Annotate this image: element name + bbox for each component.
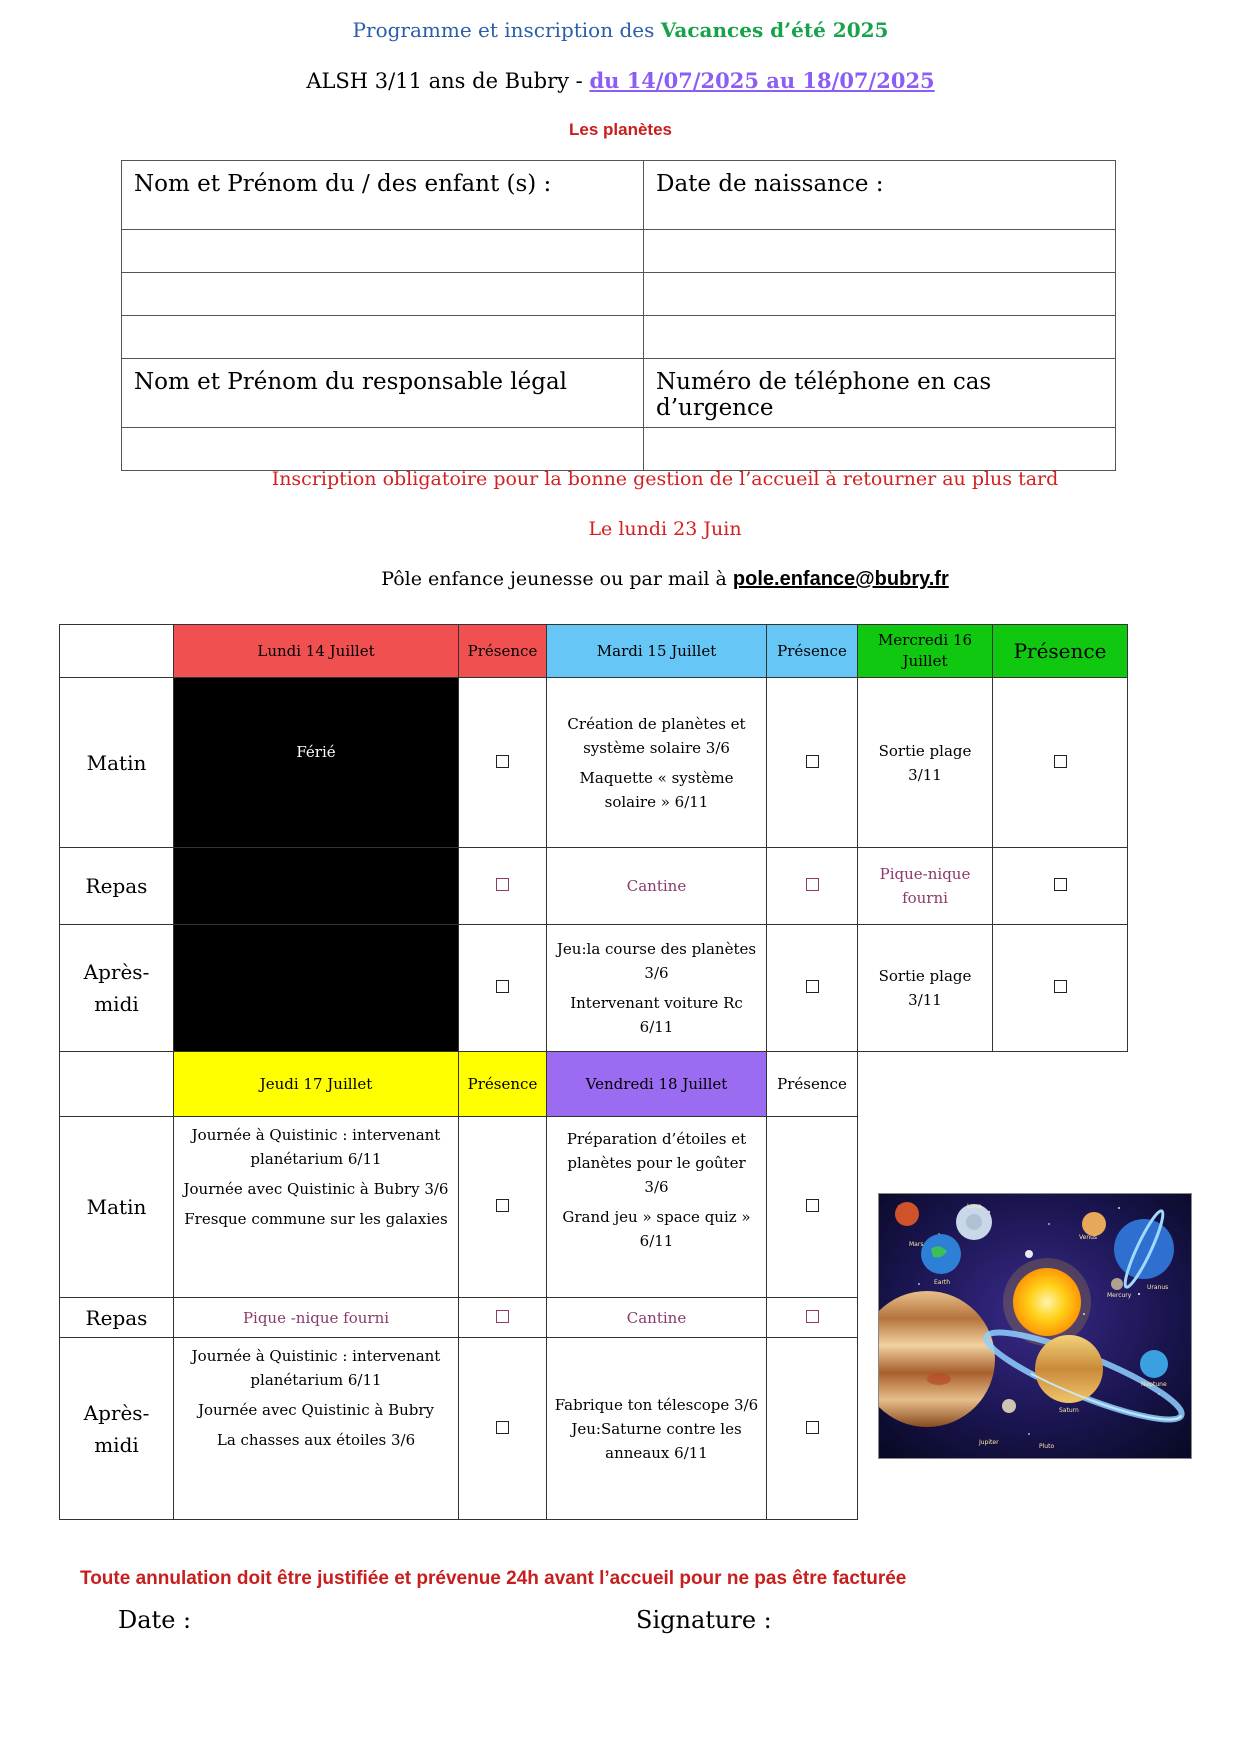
presence-checkbox[interactable]	[993, 678, 1128, 848]
row-label-apres-midi: Après-midi	[60, 1338, 174, 1520]
row-label-repas: Repas	[60, 1298, 174, 1338]
vendredi-afternoon-cell: Fabrique ton télescope 3/6 Jeu:Saturne contre les anneaux 6/11	[547, 1338, 767, 1520]
mercredi-meal-cell: Pique-nique fourni	[858, 848, 993, 925]
presence-checkbox[interactable]	[459, 678, 547, 848]
lundi-morning-cell: Férié	[174, 678, 459, 848]
presence-checkbox[interactable]	[767, 1338, 858, 1520]
lundi-meal-cell	[174, 848, 459, 925]
presence-header: Présence	[993, 625, 1128, 678]
corner-cell	[60, 625, 174, 678]
planet-label: Neptune	[1141, 1381, 1167, 1388]
activity-text: Intervenant voiture Rc 6/11	[570, 994, 743, 1036]
presence-header: Présence	[459, 625, 547, 678]
row-label-matin: Matin	[60, 678, 174, 848]
planet-label: Earth	[934, 1279, 951, 1286]
row-label-apres-midi: Après-midi	[60, 925, 174, 1052]
day-header-lundi: Lundi 14 Juillet	[174, 625, 459, 678]
planet-label: Jupiter	[979, 1439, 999, 1446]
activity-text: Jeu:la course des planètes 3/6	[556, 940, 757, 982]
presence-header: Présence	[767, 1052, 858, 1117]
empty-area	[858, 1052, 1128, 1117]
corner-cell	[60, 1052, 174, 1117]
row-label-repas: Repas	[60, 848, 174, 925]
contact-prefix: Pôle enfance jeunesse ou par mail à	[381, 568, 727, 590]
children-name-label: Nom et Prénom du / des enfant (s) :	[122, 161, 644, 230]
week2-header-row	[60, 1052, 1128, 1117]
activity-text: Maquette « système solaire » 6/11	[579, 768, 734, 811]
program-title	[0, 18, 1241, 42]
presence-checkbox[interactable]	[459, 1117, 547, 1298]
presence-checkbox[interactable]	[459, 925, 547, 1052]
row-label-matin: Matin	[60, 1117, 174, 1298]
deadline-notice: Le lundi 23 Juin	[588, 518, 742, 540]
emergency-phone-label: Numéro de téléphone en cas d’urgence	[644, 359, 1116, 428]
registration-notice: Inscription obligatoire pour la bonne gestion de l’accueil à retourner au plus tard	[271, 468, 1059, 490]
lundi-afternoon-cell	[174, 925, 459, 1052]
mardi-morning-cell	[547, 678, 767, 848]
presence-checkbox[interactable]	[767, 1298, 858, 1338]
contact-line	[0, 568, 1241, 591]
activity-text: Fresque commune sur les galaxies	[184, 1210, 448, 1228]
birth-date-label: Date de naissance :	[644, 161, 1116, 230]
title-highlight: Vacances d’été 2025	[660, 18, 889, 42]
activity-text: Préparation d’étoiles et planètes pour le goûter 3/6	[566, 1130, 747, 1196]
vendredi-meal-cell: Cantine	[547, 1298, 767, 1338]
presence-header: Présence	[767, 625, 858, 678]
presence-checkbox[interactable]	[459, 1338, 547, 1520]
jeudi-afternoon-cell	[174, 1338, 459, 1520]
planet-label: Venus	[1079, 1234, 1098, 1241]
presence-checkbox[interactable]	[767, 925, 858, 1052]
week1-header-row	[60, 625, 1128, 678]
program-subtitle	[0, 68, 1241, 93]
emergency-phone-field[interactable]	[644, 428, 1116, 471]
activity-text: Grand jeu » space quiz » 6/11	[562, 1208, 751, 1250]
children-name-field[interactable]	[122, 316, 644, 359]
contact-email-link[interactable]: pole.enfance@bubry.fr	[732, 568, 949, 590]
planet-label: Luna	[967, 1203, 982, 1210]
guardian-name-label: Nom et Prénom du responsable légal	[122, 359, 644, 428]
subtitle-prefix: ALSH 3/11 ans de Bubry -	[306, 69, 583, 93]
birth-date-field[interactable]	[644, 230, 1116, 273]
vendredi-morning-cell	[547, 1117, 767, 1298]
presence-checkbox[interactable]	[767, 678, 858, 848]
birth-date-field[interactable]	[644, 273, 1116, 316]
planet-label: Mercury	[1107, 1292, 1132, 1299]
planet-label: Pluto	[1039, 1443, 1055, 1450]
activity-text: La chasses aux étoiles 3/6	[216, 1431, 416, 1449]
children-name-field[interactable]	[122, 230, 644, 273]
presence-checkbox[interactable]	[767, 1117, 858, 1298]
jeudi-morning-cell	[174, 1117, 459, 1298]
cancellation-warning: Toute annulation doit être justifiée et prévenue 24h avant l’accueil pour ne pas être facturée	[80, 1568, 907, 1589]
day-header-mardi: Mardi 15 Juillet	[547, 625, 767, 678]
presence-checkbox[interactable]	[767, 848, 858, 925]
subtitle-dates: du 14/07/2025 au 18/07/2025	[589, 68, 935, 93]
jeudi-meal-cell: Pique -nique fourni	[174, 1298, 459, 1338]
week1-meal-row	[60, 848, 1128, 925]
title-prefix: Programme et inscription des	[352, 18, 655, 42]
guardian-name-field[interactable]	[122, 428, 644, 471]
birth-date-field[interactable]	[644, 316, 1116, 359]
week1-morning-row	[60, 678, 1128, 848]
signature-label: Signature :	[636, 1606, 772, 1634]
activity-text: Journée avec Quistinic à Bubry	[197, 1401, 435, 1419]
presence-header: Présence	[459, 1052, 547, 1117]
mercredi-afternoon-cell: Sortie plage 3/11	[858, 925, 993, 1052]
day-header-vendredi: Vendredi 18 Juillet	[547, 1052, 767, 1117]
day-header-mercredi: Mercredi 16 Juillet	[858, 625, 993, 678]
children-name-field[interactable]	[122, 273, 644, 316]
week1-afternoon-row	[60, 925, 1128, 1052]
presence-checkbox[interactable]	[459, 848, 547, 925]
presence-checkbox[interactable]	[993, 925, 1128, 1052]
activity-text: Journée à Quistinic : intervenant planétarium 6/11	[191, 1126, 441, 1168]
planet-label: Uranus	[1147, 1284, 1169, 1291]
solar-system-illustration	[878, 1193, 1192, 1459]
mardi-meal-cell: Cantine	[547, 848, 767, 925]
planet-label: Saturn	[1059, 1407, 1079, 1414]
identity-table	[121, 160, 1116, 471]
activity-text: Journée à Quistinic : intervenant planétarium 6/11	[191, 1347, 441, 1389]
date-label: Date :	[118, 1606, 192, 1634]
presence-checkbox[interactable]	[993, 848, 1128, 925]
activity-text: Journée avec Quistinic à Bubry 3/6	[183, 1180, 449, 1198]
mardi-afternoon-cell	[547, 925, 767, 1052]
activity-text: Création de planètes et système solaire 3/6	[567, 714, 746, 757]
day-header-jeudi: Jeudi 17 Juillet	[174, 1052, 459, 1117]
presence-checkbox[interactable]	[459, 1298, 547, 1338]
mercredi-morning-cell: Sortie plage 3/11	[858, 678, 993, 848]
theme-title: Les planètes	[569, 120, 672, 139]
planet-label: Mars	[909, 1241, 924, 1248]
